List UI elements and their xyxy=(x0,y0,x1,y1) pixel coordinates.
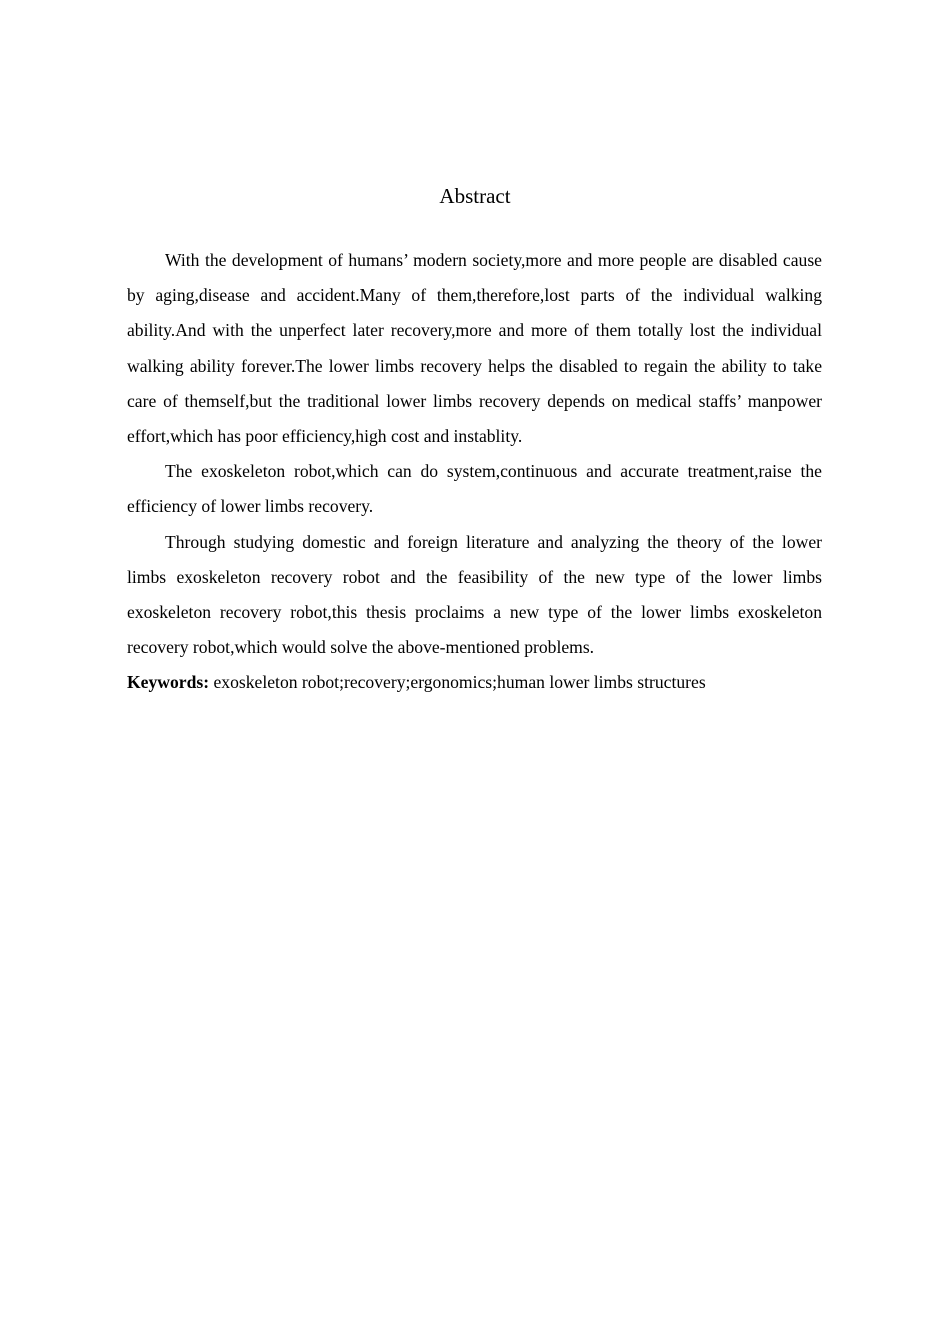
abstract-body xyxy=(127,243,822,701)
abstract-paragraph: The exoskeleton robot,which can do system,continuous and accurate treatment,raise the efficiency of lower limbs recovery. xyxy=(127,461,822,517)
abstract-paragraph: With the development of humans’ modern society,more and more people are disabled cause by aging,disease and accident.Many of them,therefore,lost parts of the individual walking ability.And with the unperfect later recovery,more and more of them totally lost the individual walking ability forever.The lower limbs recovery helps the disabled to regain the ability to take care of themself,but the traditional lower limbs recovery depends on medical staffs’ manpower effort,which has poor efficiency,high cost and instablity. xyxy=(127,250,822,447)
keywords-line xyxy=(127,665,822,700)
keywords-text: exoskeleton robot;recovery;ergonomics;human lower limbs structures xyxy=(213,672,706,693)
keywords-label: Keywords: xyxy=(127,672,210,693)
abstract-title: Abstract xyxy=(439,184,511,208)
abstract-paragraph: Through studying domestic and foreign literature and analyzing the theory of the lower limbs exoskeleton recovery robot and the feasibility of the new type of the lower limbs exoskeleton recovery robot,this thesis proclaims a new type of the lower limbs exoskeleton recovery robot,which would solve the above-mentioned problems. xyxy=(127,531,822,658)
